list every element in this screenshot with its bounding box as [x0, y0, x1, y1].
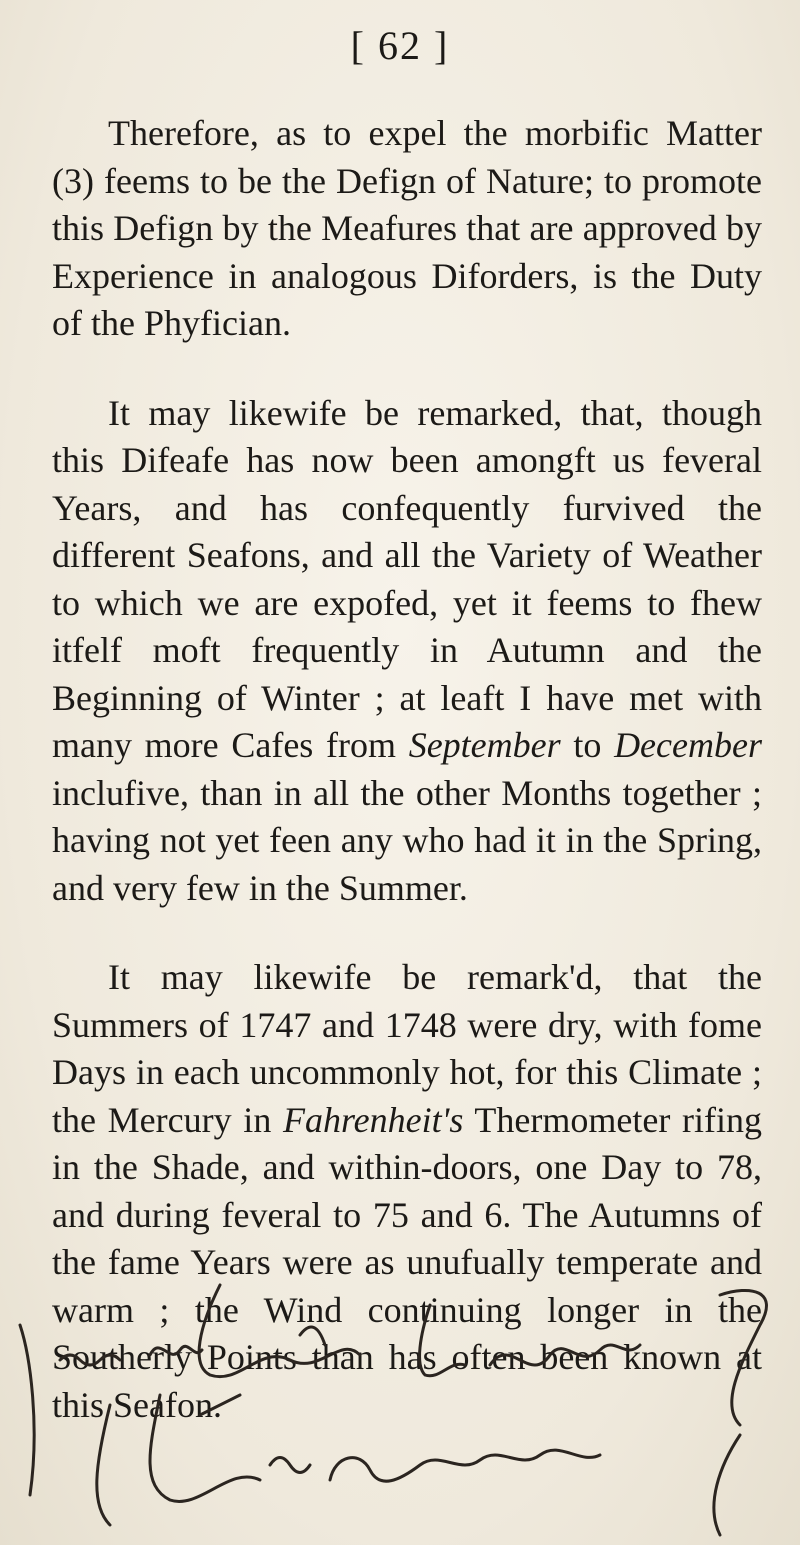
handwritten-signature: [0, 1265, 800, 1545]
paragraph-3-italic-fahrenheit: Fahrenheit's: [283, 1099, 464, 1140]
paragraph-1: [52, 110, 762, 348]
page-number: [ 62 ]: [350, 23, 450, 68]
paragraph-2-middle: to: [560, 725, 615, 765]
paragraph-3-tail: Thermometer rifing in the Shade, and within-doors, one Day to 78, and during feveral to 75 and 6. The Autumns of the fame Years were as unufually temperate and warm ; the Wind continuing longer in the Southerly Points than has often been known at this Seafon.: [52, 1099, 762, 1425]
body-text: [52, 110, 762, 1429]
paragraph-3-text: It may likewife be remark'd, that the Summers of 1747 and 1748 were dry, with fome Days in each uncommonly hot, for this Climate ; the Mercury in: [52, 957, 762, 1140]
paragraph-1-text: Therefore, as to expel the morbific Matter (3) feems to be the Defign of Nature; to promote this Defign by the Meafures that are approved by Experience in analogous Diforders, is the Duty of the Phyfician.: [52, 113, 762, 343]
paragraph-2-text: It may likewife be remarked, that, though this Difeafe has now been amongft us feveral Years, and has confequently furvived the different Seafons, and all the Variety of Weather to which we are expofed, yet it feems to fhew itfelf moft frequently in Autumn and the Beginning of Winter ; at leaft I have met with many more Cafes from: [52, 392, 762, 765]
paragraph-2-tail: inclufive, than in all the other Months together ; having not yet feen any who had it in the Spring, and very few in the Summer.: [52, 772, 762, 908]
signature-drawing: [0, 1265, 800, 1545]
paragraph-2-italic-december: December: [614, 725, 762, 765]
paragraph-2-italic-september: September: [408, 725, 561, 765]
paragraph-2: [52, 390, 762, 913]
